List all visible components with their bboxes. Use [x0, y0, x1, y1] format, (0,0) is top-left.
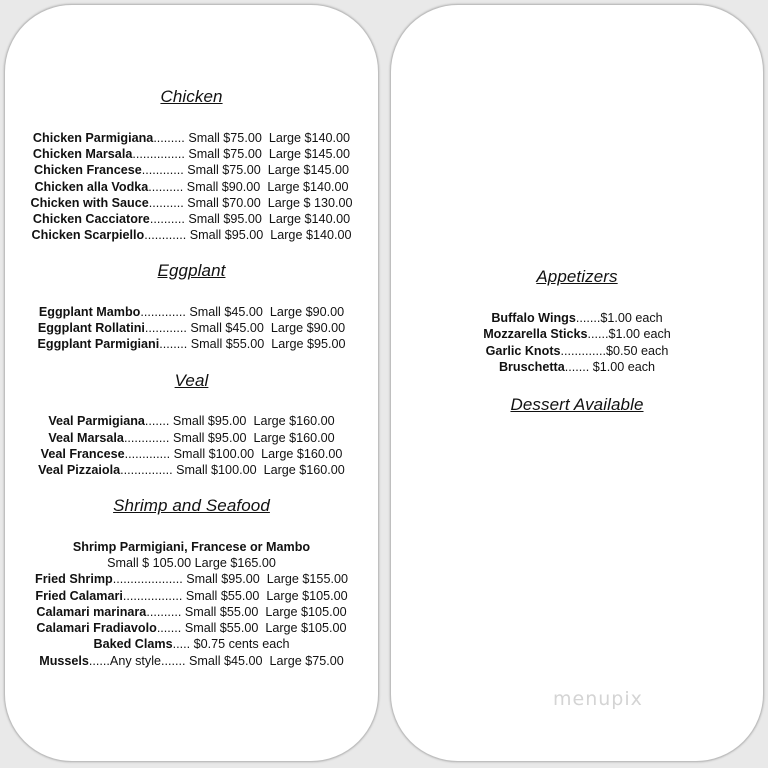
- menu-item-baked-clams: Baked Clams..... $0.75 cents each: [93, 637, 290, 651]
- veal-heading: Veal: [174, 371, 209, 390]
- menu-item-bruschetta: Bruschetta....... $1.00 each: [498, 360, 656, 374]
- menu-item-chicken-cacciatore: Chicken Cacciatore.......... Small $95.00 Large $140.00: [32, 212, 351, 226]
- menu-item-veal-marsala: Veal Marsala............. Small $95.00 Large $160.00: [48, 431, 335, 445]
- right-menu-panel: [390, 4, 764, 762]
- menu-item-eggplant-rollatini: Eggplant Rollatini............ Small $45.00 Large $90.00: [37, 321, 346, 335]
- menu-item-mozzarella-sticks: Mozzarella Sticks......$1.00 each: [483, 327, 671, 341]
- menu-item-mussels: Mussels......Any style....... Small $45.00 Large $75.00: [39, 654, 344, 668]
- menu-item-eggplant-parmigiani: Eggplant Parmigiani........ Small $55.00 Large $95.00: [37, 337, 346, 351]
- appetizers-heading: Appetizers: [536, 267, 618, 286]
- dessert-heading: Dessert Available: [510, 395, 644, 414]
- menu-item-calamari-marinara: Calamari marinara.......... Small $55.00 Large $105.00: [36, 605, 347, 619]
- menupix-watermark: menupix: [553, 688, 643, 710]
- menu-item-chicken-alla-vodka: Chicken alla Vodka.......... Small $90.00 Large $140.00: [34, 180, 349, 194]
- menu-item-chicken-francese: Chicken Francese............ Small $75.00 Large $145.00: [33, 163, 350, 177]
- left-menu-panel: [4, 4, 379, 762]
- menu-item-fried-shrimp: Fried Shrimp.................... Small $95.00 Large $155.00: [35, 572, 348, 586]
- eggplant-heading: Eggplant: [157, 261, 226, 280]
- menu-item-eggplant-mambo: Eggplant Mambo............. Small $45.00 Large $90.00: [38, 305, 345, 319]
- menu-item-veal-pizzaiola: Veal Pizzaiola............... Small $100.00 Large $160.00: [38, 463, 345, 477]
- menu-item-garlic-knots: Garlic Knots.............$0.50 each: [485, 344, 669, 358]
- menu-item-veal-parmigiana: Veal Parmigiana....... Small $95.00 Large $160.00: [48, 414, 335, 428]
- menu-item-calamari-fradiavolo: Calamari Fradiavolo....... Small $55.00 Large $105.00: [36, 621, 347, 635]
- menu-item-fried-calamari: Fried Calamari................. Small $55.00 Large $105.00: [35, 589, 348, 603]
- menu-item-chicken-marsala: Chicken Marsala............... Small $75.00 Large $145.00: [32, 147, 351, 161]
- menu-item-chicken-parmigiana: Chicken Parmigiana......... Small $75.00 Large $140.00: [32, 131, 351, 145]
- shrimp-combo-prices: Small $ 105.00 Large $165.00: [107, 556, 276, 570]
- menu-item-chicken-with-sauce: Chicken with Sauce.......... Small $70.00 Large $ 130.00: [30, 196, 353, 210]
- shrimp-combo-label: Shrimp Parmigiani, Francese or Mambo: [72, 540, 311, 554]
- menu-item-buffalo-wings: Buffalo Wings.......$1.00 each: [491, 311, 663, 325]
- menu-item-chicken-scarpiello: Chicken Scarpiello............ Small $95.00 Large $140.00: [31, 228, 352, 242]
- chicken-heading: Chicken: [160, 87, 223, 106]
- shrimp-seafood-heading: Shrimp and Seafood: [113, 496, 270, 515]
- menu-item-veal-francese: Veal Francese............. Small $100.00 Large $160.00: [40, 447, 343, 461]
